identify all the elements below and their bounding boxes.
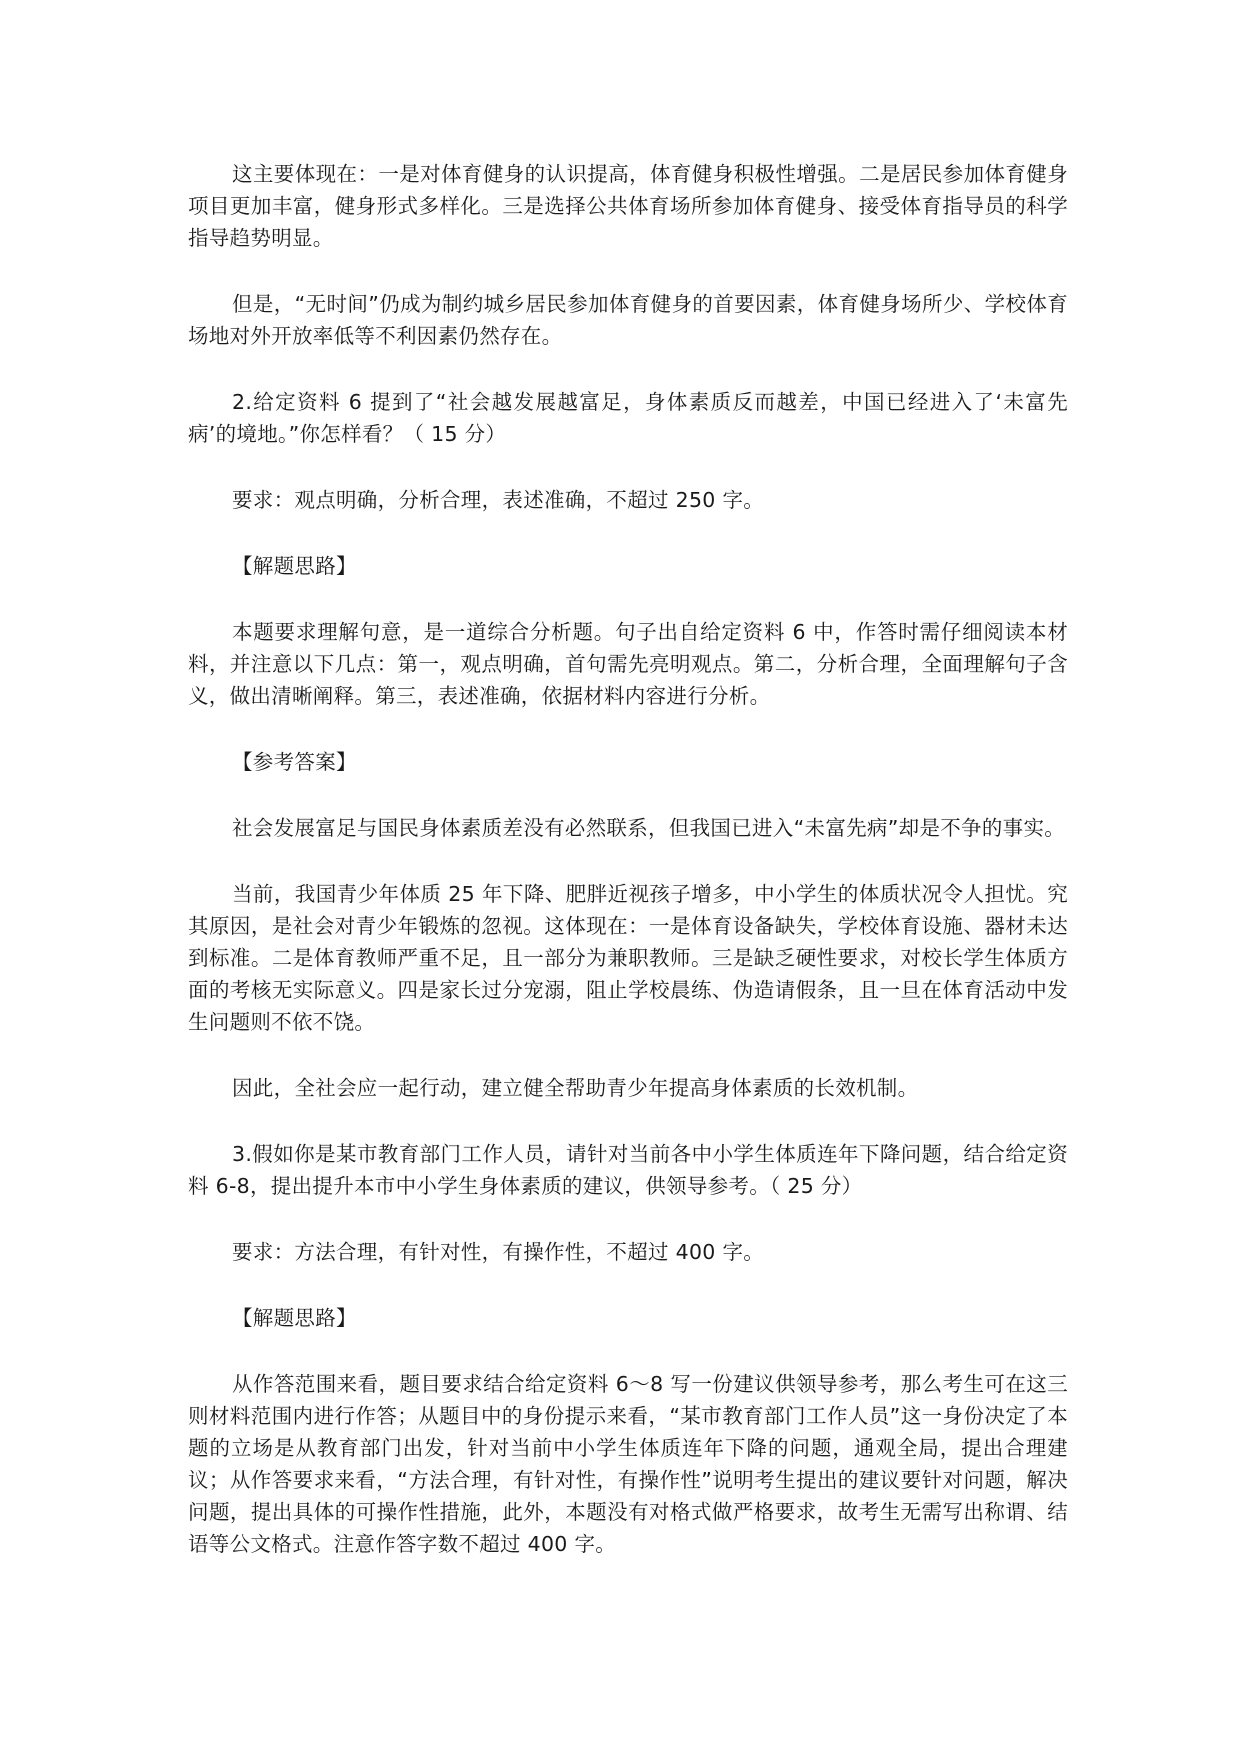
section-heading-reference-answer: 【参考答案】 [232,750,357,774]
question-3-requirement: 要求：方法合理，有针对性，有操作性，不超过 400 字。 [232,1240,765,1264]
question-2-approach: 本题要求理解句意，是一道综合分析题。句子出自给定资料 6 中，作答时需仔细阅读本材料，并注意以下几点：第一，观点明确，首句需先亮明观点。第二，分析合理，全面理解句子含义，做出清晰阐释。第三，表述准确，依据材料内容进行分析。 [188,620,1068,708]
answer-conclusion: 因此，全社会应一起行动，建立健全帮助青少年提高身体素质的长效机制。 [232,1076,919,1100]
question-2-requirement: 要求：观点明确，分析合理，表述准确，不超过 250 字。 [232,488,765,512]
paragraph-no-time-factor: 但是，“无时间”仍成为制约城乡居民参加体育健身的首要因素，体育健身场所少、学校体育场地对外开放率低等不利因素仍然存在。 [188,292,1068,348]
paragraph-fitness-manifestation: 这主要体现在：一是对体育健身的认识提高，体育健身积极性增强。二是居民参加体育健身项目更加丰富，健身形式多样化。三是选择公共体育场所参加体育健身、接受体育指导员的科学指导趋势明显。 [188,162,1068,250]
question-3: 3.假如你是某市教育部门工作人员，请针对当前各中小学生体质连年下降问题，结合给定资料 6-8，提出提升本市中小学生身体素质的建议，供领导参考。（ 25 分） [188,1142,1068,1198]
question-3-approach: 从作答范围来看，题目要求结合给定资料 6～8 写一份建议供领导参考，那么考生可在这三则材料范围内进行作答；从题目中的身份提示来看，“某市教育部门工作人员”这一身份决定了本题的立场是从教育部门出发，针对当前中小学生体质连年下降的问题，通观全局，提出合理建议；从作答要求来看，“方法合理，有针对性，有操作性”说明考生提出的建议要针对问题，解决问题，提出具体的可操作性措施，此外，本题没有对格式做严格要求，故考生无需写出称谓、结语等公文格式。注意作答字数不超过 400 字。 [188,1372,1068,1556]
answer-analysis: 当前，我国青少年体质 25 年下降、肥胖近视孩子增多，中小学生的体质状况令人担忧。究其原因，是社会对青少年锻炼的忽视。这体现在：一是体育设备缺失，学校体育设施、器材未达到标准。二是体育教师严重不足，且一部分为兼职教师。三是缺乏硬性要求，对校长学生体质方面的考核无实际意义。四是家长过分宠溺，阻止学校晨练、伪造请假条，且一旦在体育活动中发生问题则不依不饶。 [188,882,1068,1034]
answer-thesis: 社会发展富足与国民身体素质差没有必然联系，但我国已进入“未富先病”却是不争的事实。 [232,816,1066,840]
question-2: 2.给定资料 6 提到了“社会越发展越富足，身体素质反而越差，中国已经进入了‘未富先病’的境地。”你怎样看？（ 15 分） [188,390,1068,446]
section-heading-approach-2: 【解题思路】 [232,1306,357,1330]
section-heading-approach: 【解题思路】 [232,554,357,578]
document-body [188,158,1068,1594]
